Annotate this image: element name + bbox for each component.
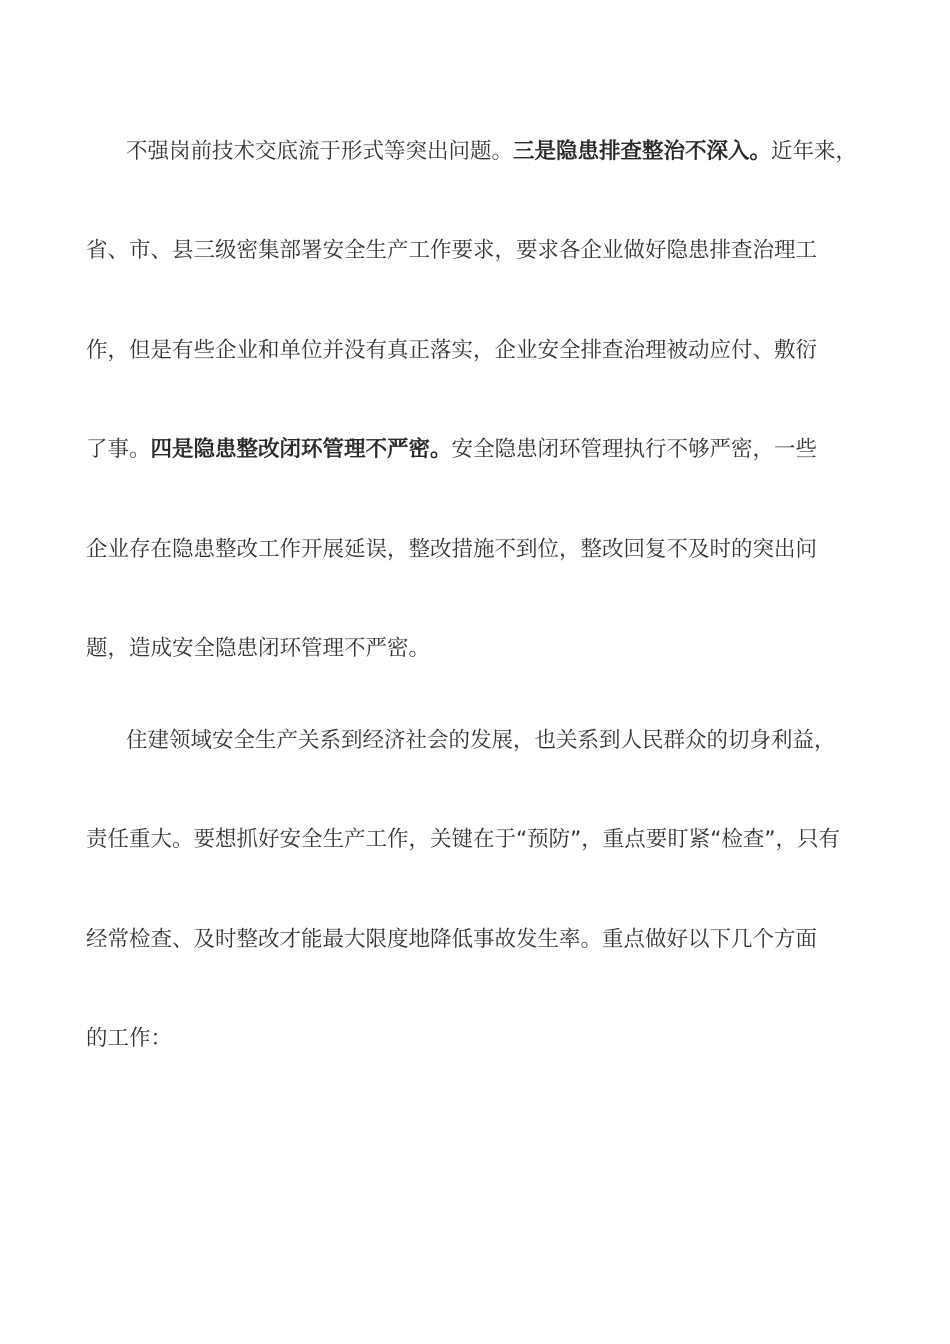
paragraph-1-line-5: 企业存在隐患整改工作开展延误，整改措施不到位，整改回复不及时的突出问 — [86, 537, 818, 562]
paragraph-1-line-3: 作，但是有些企业和单位并没有真正落实，企业安全排查治理被动应付、敷衍 — [86, 338, 818, 363]
bold-heading-4: 四是隐患整改闭环管理不严密。 — [150, 437, 452, 462]
text-segment: 了事。 — [86, 437, 151, 462]
paragraph-1-line-4 — [86, 435, 886, 465]
paragraph-2-line-3: 经常检查、及时整改才能最大限度地降低事故发生率。重点做好以下几个方面 — [86, 927, 818, 952]
paragraph-1-line-6: 题，造成安全隐患闭环管理不严密。 — [86, 636, 431, 661]
paragraph-2-line-2: 责任重大。要想抓好安全生产工作，关键在于“预防”，重点要盯紧“检查”，只有 — [86, 827, 841, 852]
paragraph-1-line-1 — [126, 137, 926, 167]
paragraph-1-line-2: 省、市、县三级密集部署安全生产工作要求，要求各企业做好隐患排查治理工 — [86, 238, 818, 263]
paragraph-2-line-1: 住建领域安全生产关系到经济社会的发展，也关系到人民群众的切身利益， — [126, 728, 836, 753]
text-segment: 不强岗前技术交底流于形式等突出问题。 — [126, 139, 514, 164]
text-segment: 安全隐患闭环管理执行不够严密，一些 — [451, 437, 818, 462]
paragraph-2-line-4: 的工作： — [86, 1026, 173, 1051]
text-segment: 近年来， — [771, 139, 858, 164]
bold-heading-3: 三是隐患排查整治不深入。 — [513, 139, 772, 164]
